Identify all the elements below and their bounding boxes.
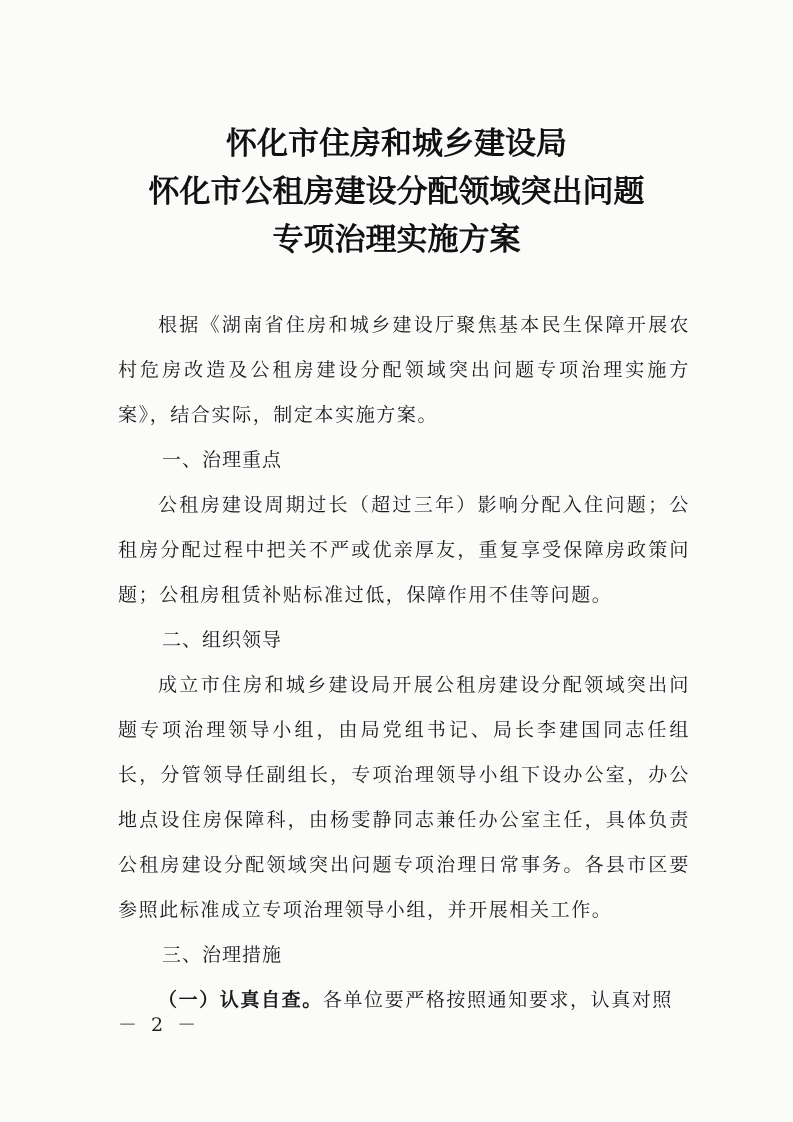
measures-item-1 [118,978,690,1023]
measures-item-1-text: 各单位要严格按照通知要求，认真对照 [322,989,674,1011]
title-line-3: 专项治理实施方案 [272,222,521,258]
section-heading-focus: 一、治理重点 [162,449,283,471]
title-line-2: 怀化市公租房建设分配领域突出问题 [148,174,645,210]
document-body [118,303,690,1023]
section-leadership-text: 成立市住房和城乡建设局开展公租房建设分配领域突出问题专项治理领导小组，由局党组书记、局长李建国同志任组长，分管领导任副组长，专项治理领导小组下设办公室，办公地点设住房保障科，由杨雯静同志兼任办公室主任，具体负责公租房建设分配领域突出问题专项治理日常事务。各县市区要参照此标准成立专项治理领导小组，并开展相关工作。 [118,674,690,921]
measures-item-1-lead: （一）认真自查。 [158,989,323,1011]
section-heading-leadership: 二、组织领导 [162,629,283,651]
title-line-1: 怀化市住房和城乡建设局 [226,126,567,162]
page-number: － 2 － [118,1014,201,1036]
intro-paragraph: 根据《湖南省住房和城乡建设厅聚焦基本民生保障开展农村危房改造及公租房建设分配领域突出问题专项治理实施方案》，结合实际，制定本实施方案。 [118,314,690,426]
section-focus-text: 公租房建设周期过长（超过三年）影响分配入住问题；公租房分配过程中把关不严或优亲厚友，重复享受保障房政策问题；公租房租赁补贴标准过低，保障作用不佳等问题。 [118,494,690,606]
document-title [0,120,793,264]
section-heading-measures: 三、治理措施 [162,944,283,966]
